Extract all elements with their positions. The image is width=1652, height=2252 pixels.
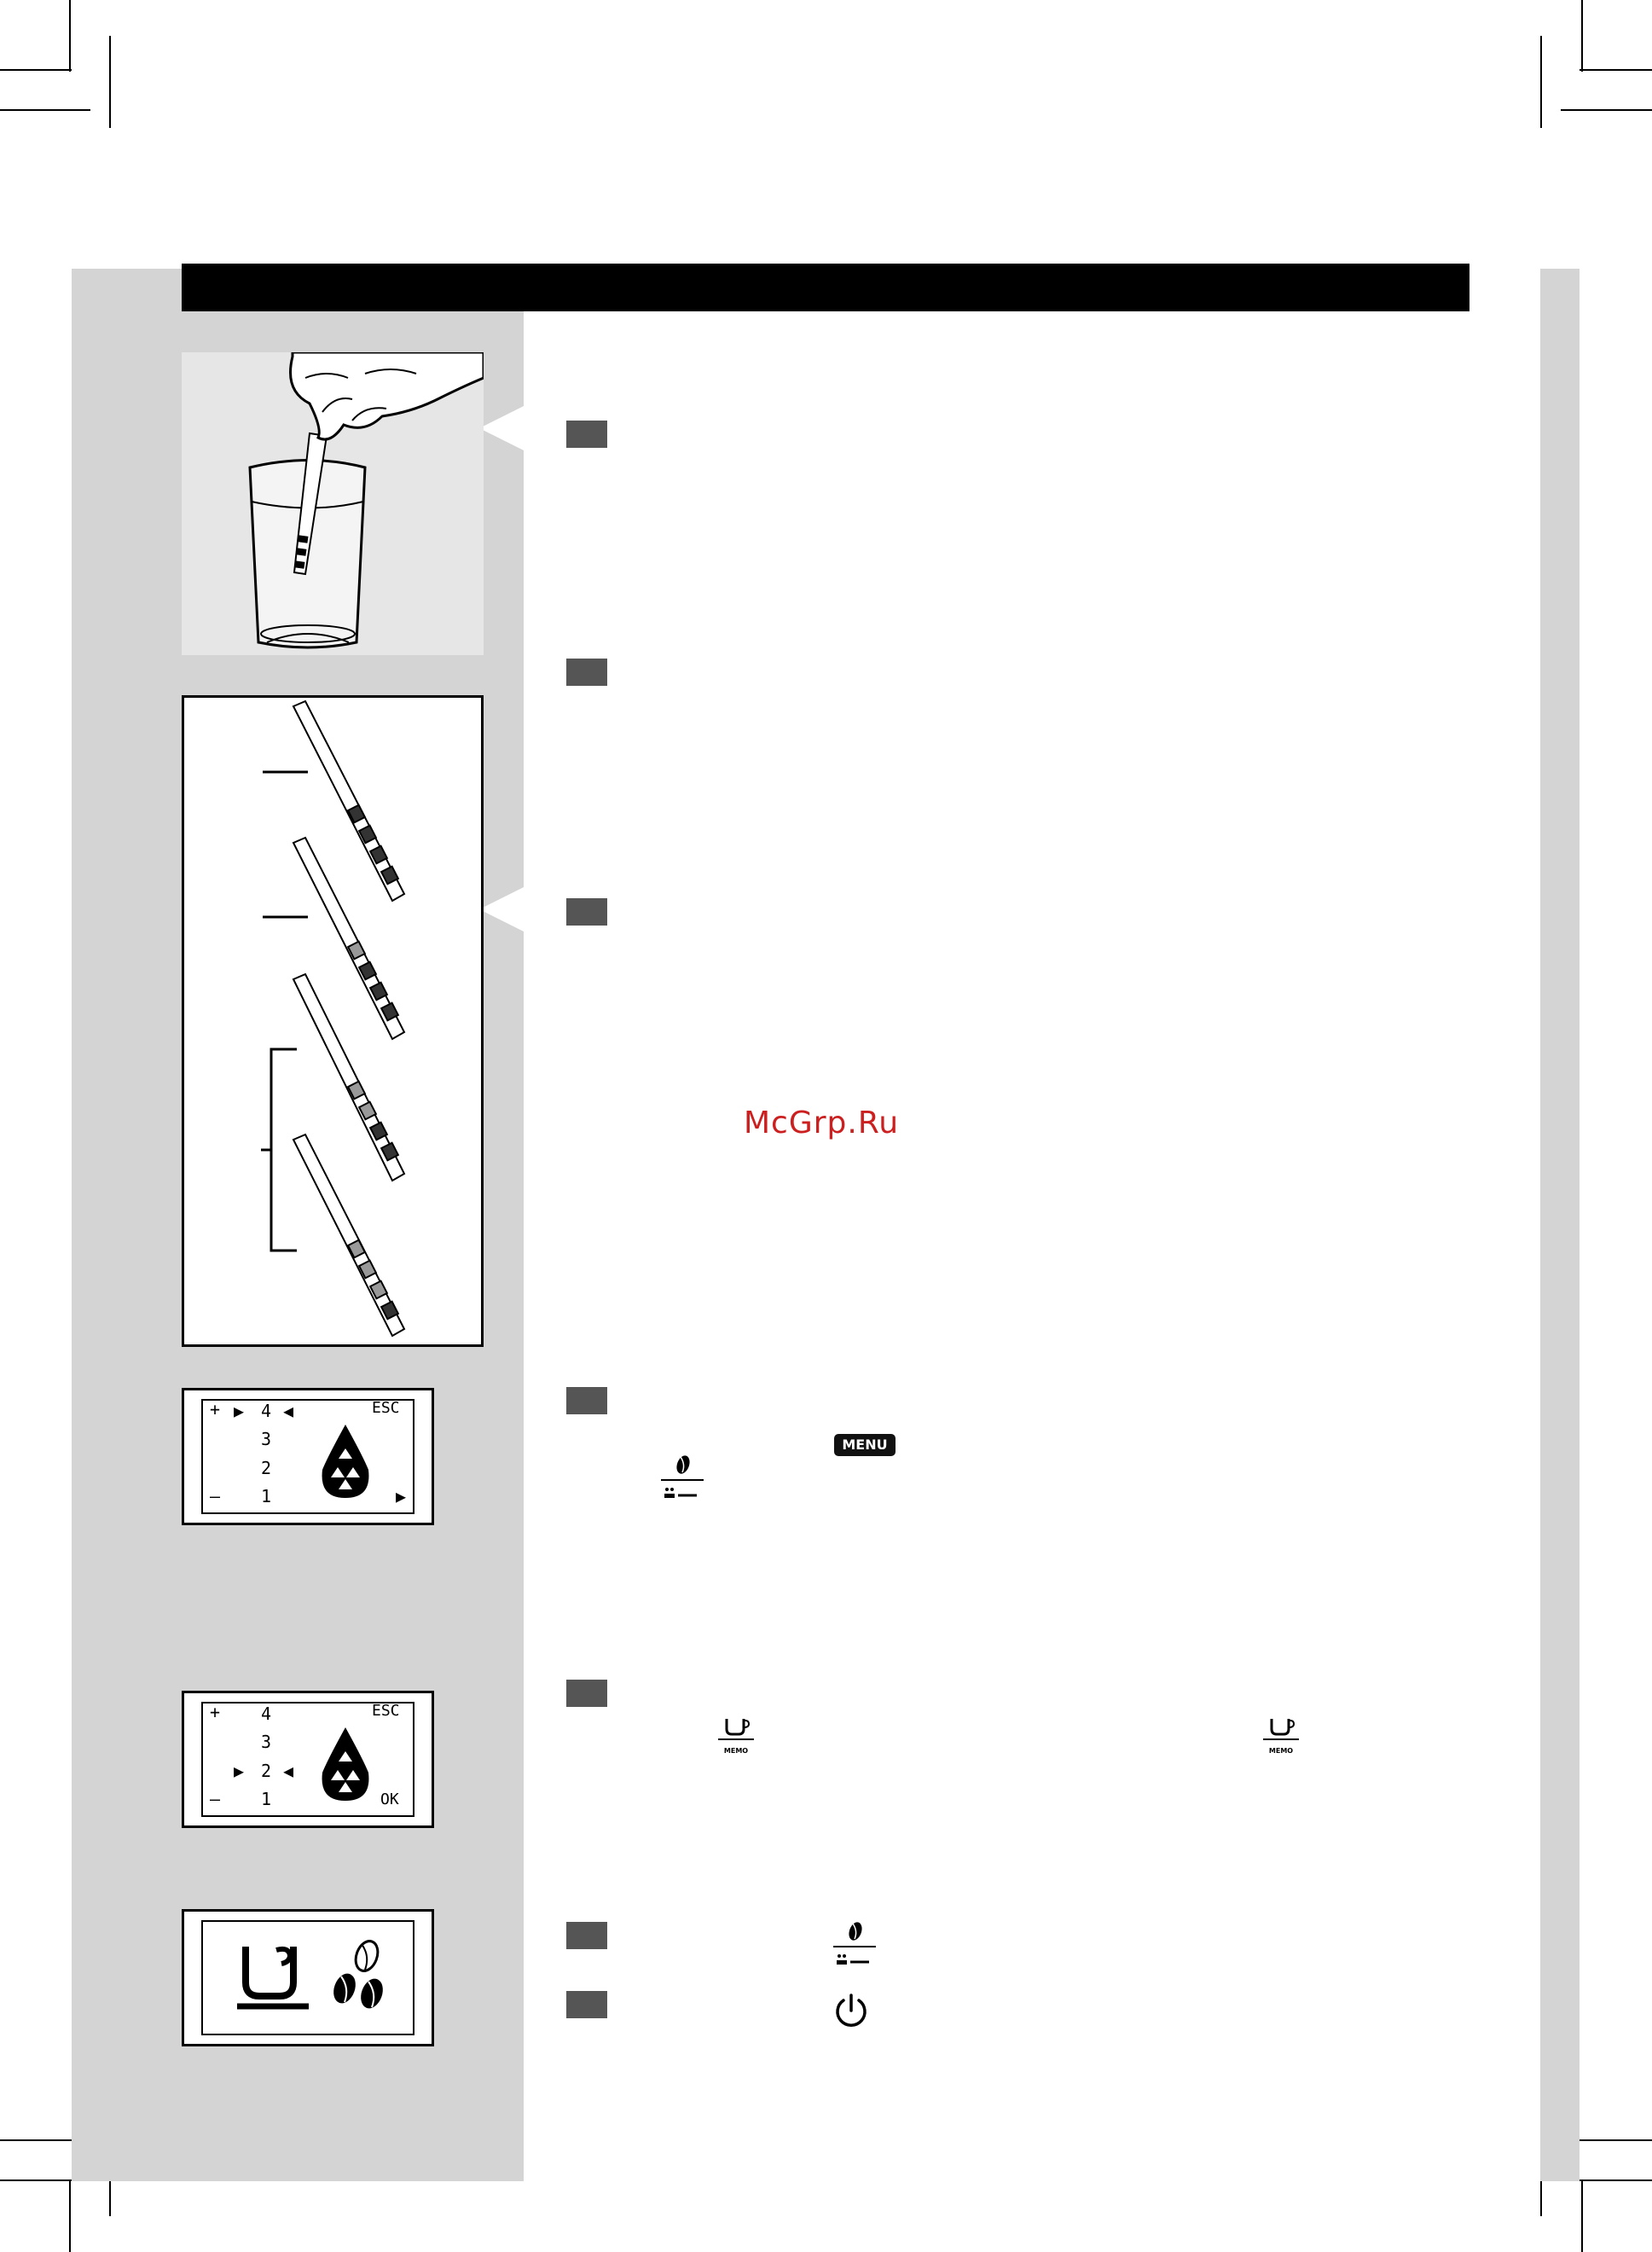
crop-mark xyxy=(1580,69,1652,71)
display-hardness-select-1 xyxy=(182,1388,434,1525)
crop-mark xyxy=(69,2179,71,2252)
plus-sign: + xyxy=(210,1399,221,1419)
arrow-right-icon: ▶ xyxy=(396,1486,407,1506)
crop-mark xyxy=(1581,2179,1583,2252)
cup-icon xyxy=(1260,1715,1302,1743)
right-margin-bar xyxy=(1540,269,1580,2181)
step-box-4 xyxy=(566,1387,607,1414)
water-drop-icon xyxy=(319,1423,372,1500)
arrow-left-icon: ◀ xyxy=(283,1761,294,1781)
illustration-hand-glass xyxy=(182,352,484,655)
crop-mark xyxy=(69,0,71,72)
step-box-5 xyxy=(566,1680,607,1707)
level-1: 1 xyxy=(261,1789,272,1809)
crop-mark xyxy=(109,36,111,128)
water-drop-icon xyxy=(319,1726,372,1802)
power-icon xyxy=(832,1992,871,2031)
coffee-bean-icon xyxy=(832,1921,878,1969)
illustration-test-strips xyxy=(182,695,484,1347)
coffee-bean-icon xyxy=(328,1937,396,2016)
memo-button-icon xyxy=(715,1715,757,1753)
ok-label: OK xyxy=(380,1791,399,1808)
display-ready xyxy=(182,1909,434,2046)
strip-icon xyxy=(184,698,481,1344)
esc-label: ESC xyxy=(372,1702,400,1720)
minus-sign: – xyxy=(210,1486,221,1506)
level-3: 3 xyxy=(261,1732,272,1752)
coffee-bean-icon xyxy=(659,1454,705,1502)
level-3: 3 xyxy=(261,1429,272,1449)
arrow-right-icon: ▶ xyxy=(234,1401,245,1421)
step-box-6 xyxy=(566,1922,607,1949)
crop-mark xyxy=(1580,2179,1652,2181)
pointer-notch xyxy=(479,887,524,932)
memo-label: MEMO xyxy=(723,1747,749,1755)
watermark: McGrp.Ru xyxy=(744,1106,900,1141)
level-4: 4 xyxy=(261,1401,272,1421)
memo-label: MEMO xyxy=(1268,1747,1294,1755)
minus-sign: – xyxy=(210,1789,221,1809)
step-box-7 xyxy=(566,1991,607,2018)
step-box-1 xyxy=(566,421,607,448)
crop-mark xyxy=(0,2179,72,2181)
crop-mark xyxy=(1581,0,1583,72)
level-1: 1 xyxy=(261,1486,272,1506)
pointer-notch xyxy=(479,406,524,450)
arrow-right-icon: ▶ xyxy=(234,1761,245,1781)
crop-mark xyxy=(1561,109,1652,111)
display-hardness-select-2 xyxy=(182,1691,434,1828)
esc-label: ESC xyxy=(372,1399,400,1417)
page-header-bar xyxy=(182,264,1469,311)
step-box-2 xyxy=(566,659,607,686)
hand-icon xyxy=(182,352,484,655)
plus-sign: + xyxy=(210,1702,221,1722)
step-box-3 xyxy=(566,898,607,926)
crop-mark xyxy=(0,69,72,71)
crop-mark xyxy=(1540,36,1542,128)
memo-button-icon xyxy=(1260,1715,1302,1753)
level-2: 2 xyxy=(261,1458,272,1478)
arrow-left-icon: ◀ xyxy=(283,1401,294,1421)
cup-icon xyxy=(715,1715,757,1743)
cup-icon xyxy=(235,1941,312,2011)
crop-mark xyxy=(0,109,90,111)
level-2: 2 xyxy=(261,1761,272,1781)
menu-button-icon: MENU xyxy=(834,1434,896,1456)
level-4: 4 xyxy=(261,1704,272,1724)
